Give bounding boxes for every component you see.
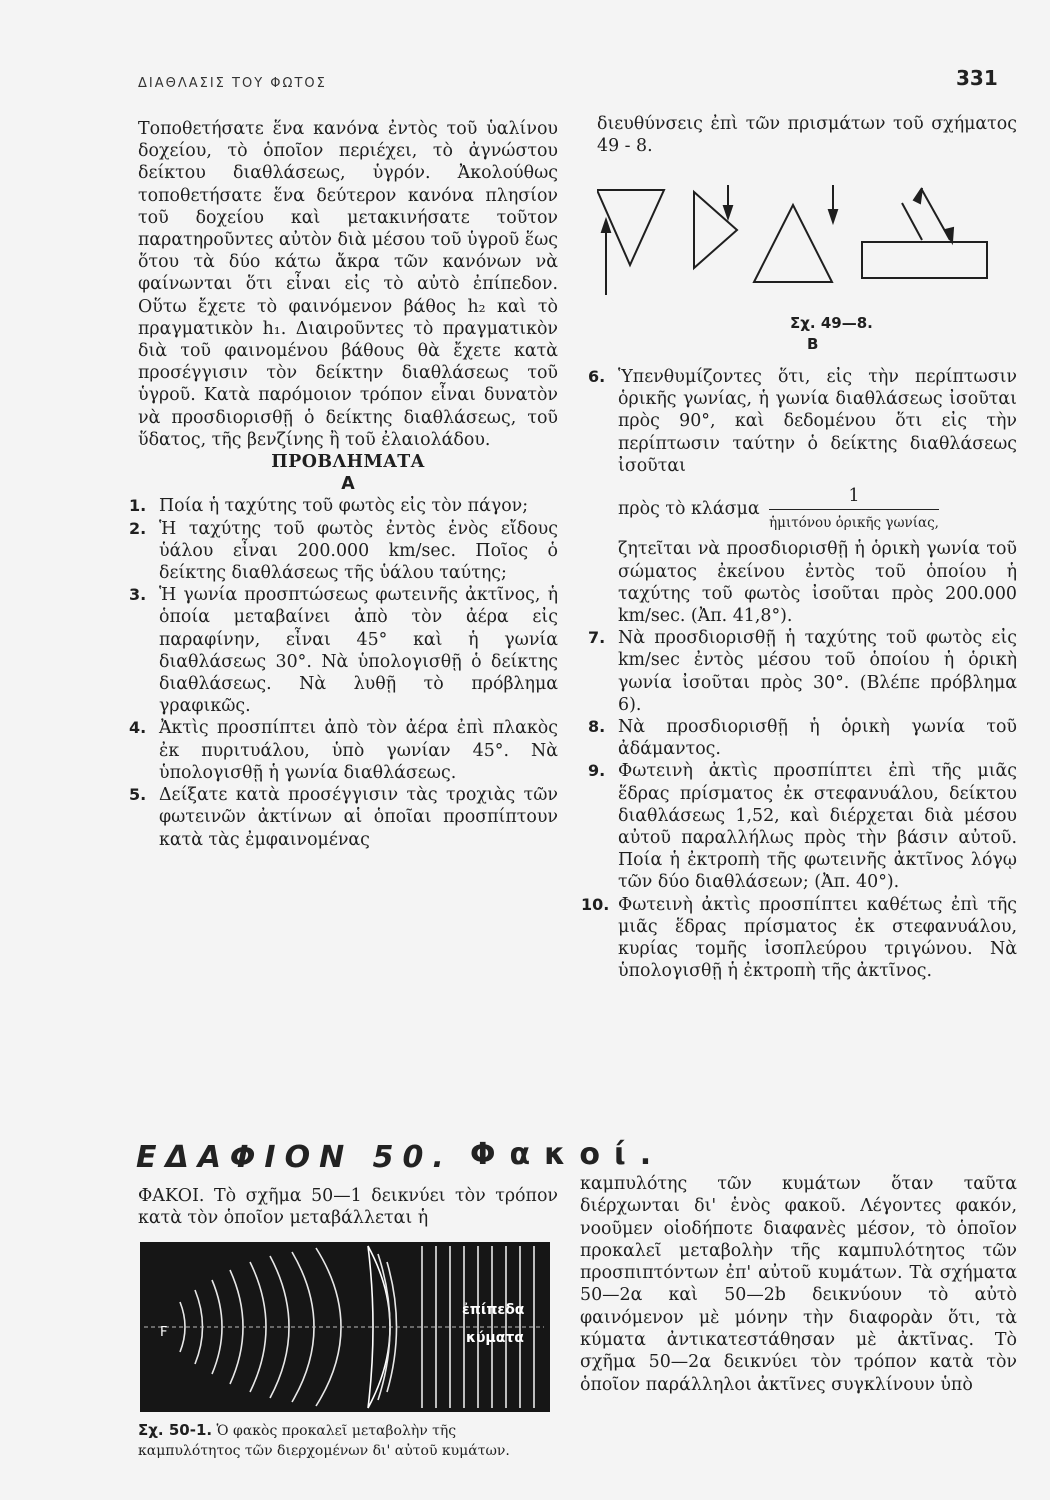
section-title: ΕΔΑΦΙΟΝ 50.	[136, 1140, 453, 1175]
rectangular-block	[862, 242, 987, 278]
problems-subheading: Α	[341, 474, 355, 495]
problem-item	[588, 716, 1017, 760]
figure-caption: Σχ. 49—8.	[790, 314, 873, 332]
bottom-right-paragraph: καμπυλότης τῶν κυμάτων ὅταν ταῦτα διέρχωνται δι' ἑνὸς φακοῦ. Λέγοντες φακόν, νοοῦμεν οἱοδήποτε διαφανὲς μέσον, τὸ ὁποῖον προκαλεῖ μεταβολὴν τῆς καμπυλότητος τῶν προσπιπτόντων ἐπ' αὐτοῦ κυμάτων. Τὰ σχήματα 50—2α καὶ 50—2b δεικνύουν τὸ αὐτὸ φαινόμενον μὲ μόνην τὴν διαφορὰν ὅτι, τὰ κύματα ἀντικατεστάθησαν μὲ ἀκτῖνας. Τὸ σχῆμα 50—2α δεικνύει τὸν τρόπον κατὰ τὸν ὁποῖον παράλληλοι ἀκτῖνες συγκλίνουν ὑπὸ	[580, 1174, 1017, 1395]
fraction-prefix: πρὸς τὸ κλάσμα	[618, 499, 760, 520]
fraction-numerator: 1	[769, 485, 939, 510]
problem-item	[129, 495, 558, 517]
problem-text: Νὰ προσδιορισθῇ ἡ ταχύτης τοῦ φωτὸς εἰς km/sec ἐντὸς μέσου τοῦ ὁποίου ἡ ὁρικὴ γωνία ἰσοῦται πρὸς 30°. (Βλέπε πρόβλημα 6).	[618, 628, 1017, 715]
lens-wave-photo	[140, 1242, 550, 1412]
problem-number: 6.	[588, 367, 606, 386]
problem-number: 3.	[129, 585, 147, 605]
problem-continued	[597, 538, 1017, 627]
problem-number: 7.	[588, 628, 606, 648]
problem-text: Φωτεινὴ ἀκτὶς προσπίπτει ἐπὶ τῆς μιᾶς ἕδρας πρίσματος ἐκ στεφανυάλου, δείκτου διαθλάσεως 1,52, καὶ διέρχεται διὰ μέσου αὐτοῦ παραλλήλως πρὸς τὴν βάσιν αὐτοῦ. Ποία ἡ ἐκτροπὴ τῆς φωτεινῆς ἀκτῖνος λόγῳ τῶν δύο διαθλάσεων; (Ἀπ. 40°).	[618, 761, 1017, 893]
fraction-denominator: ἡμιτόνου ὁρικῆς γωνίας,	[769, 515, 939, 532]
problem-text: Δείξατε κατὰ προσέγγισιν τὰς τροχιὰς τῶν φωτεινῶν ἀκτίνων αἱ ὁποῖαι προσπίπτουν κατὰ τὰς ἐμφαινομένας	[159, 785, 558, 850]
problem-text: ζητεῖται νὰ προσδιορισθῇ ἡ ὁρικὴ γωνία τοῦ σώματος ἐκείνου ἐντὸς τοῦ ὁποίου ἡ ταχύτης τοῦ φωτὸς ἰσοῦται πρὸς 200.000 km/sec. (Ἀπ. 41,8°).	[618, 539, 1017, 627]
arrowhead	[829, 210, 837, 222]
problem-number: 1.	[129, 496, 147, 516]
continuation-text: διευθύνσεις ἐπὶ τῶν πρισμάτων τοῦ σχήματος 49 - 8.	[597, 114, 1017, 157]
problem-number: 4.	[129, 718, 147, 738]
bottom-left-paragraph: ΦΑΚΟΙ. Τὸ σχῆμα 50—1 δεικνύει τὸν τρόπον κατὰ τὸν ὁποῖον μεταβάλλεται ἡ	[138, 1186, 558, 1228]
problem-text: Ὑπενθυμίζοντες ὅτι, εἰς τὴν περίπτωσιν ὁρικῆς γωνίας, ἡ γωνία διαθλάσεως ἰσοῦται πρὸς 90°, καὶ δεδομένου ὅτι εἰς τὴν περίπτωσιν ταύτην ὁ δείκτης διαθλάσεως ἰσοῦται	[618, 367, 1017, 476]
problem-text: Ἀκτὶς προσπίπτει ἀπὸ τὸν ἀέρα ἐπὶ πλακὸς ἐκ πυριτυάλου, ὑπὸ γωνίαν 45°. Νὰ ὑπολογισθῇ ἡ γωνία διαθλάσεως.	[159, 718, 558, 783]
prism-figure	[597, 170, 997, 300]
problem-item	[588, 366, 1017, 477]
problem-text: Νὰ προσδιορισθῇ ἡ ὁρικὴ γωνία τοῦ ἀδάμαντος.	[618, 717, 1017, 760]
page-number: 331	[956, 66, 998, 90]
upright-triangle-prism	[754, 205, 832, 282]
problem-item	[129, 784, 558, 851]
photo-label-1: ἐπίπεδα	[462, 1302, 525, 1318]
running-head: ΔΙΑΘΛΑΣΙΣ ΤΟΥ ΦΩΤΟΣ	[138, 76, 327, 91]
fraction-line	[597, 485, 1017, 534]
problem-text: Ἡ γωνία προσπτώσεως φωτεινῆς ἀκτῖνος, ἡ ὁποία μεταβαίνει ἀπὸ τὸν ἀέρα εἰς παραφίνην, εἶναι 45° καὶ ἡ γωνία διαθλάσεως 30°. Νὰ ὑπολογισθῇ ὁ δείκτης διαθλάσεως. Νὰ λυθῇ τὸ πρόβλημα γραφικῶς.	[159, 585, 558, 717]
right-column-top	[597, 113, 1017, 157]
fraction	[769, 485, 939, 534]
arrowhead	[914, 188, 922, 203]
problem-item	[129, 518, 558, 585]
problem-text: Ποία ἡ ταχύτης τοῦ φωτὸς εἰς τὸν πάγον;	[159, 496, 529, 517]
photo-caption-text: Ὁ φακὸς προκαλεῖ μεταβολὴν τῆς καμπυλότητος τῶν διερχομένων δι' αὐτοῦ κυμάτων.	[138, 1423, 510, 1459]
arrowhead	[602, 220, 610, 232]
problem-item	[588, 760, 1017, 893]
problems-heading: ΠΡΟΒΛΗΜΑΤΑ	[271, 452, 425, 473]
problem-item	[129, 584, 558, 717]
figure-subcaption: Β	[807, 335, 819, 353]
problem-number: 10.	[581, 894, 610, 914]
photo-caption-label: Σχ. 50-1.	[138, 1421, 213, 1439]
problem-number: 9.	[588, 761, 606, 781]
photo-caption	[138, 1420, 558, 1461]
problem-text: Ἡ ταχύτης τοῦ φωτὸς ἐντὸς ἑνὸς εἴδους ὑάλου εἶναι 200.000 km/sec. Ποῖος ὁ δείκτης διαθλάσεως τῆς ὑάλου ταύτης;	[159, 518, 558, 584]
arrowhead	[724, 206, 732, 218]
right-column-problems	[581, 366, 1017, 982]
left-column	[129, 118, 558, 851]
photo-label-2: κύματα	[466, 1330, 524, 1346]
left-problem-list	[129, 495, 558, 850]
incident-ray	[902, 203, 922, 240]
problem-item	[588, 627, 1017, 716]
problem-text: Φωτεινὴ ἀκτὶς προσπίπτει καθέτως ἐπὶ τῆς μιᾶς ἕδρας πρίσματος ἐκ στεφανυάλου, κυρίας τομῆς ἰσοπλεύρου τριγώνου. Νὰ ὑπολογισθῇ ἡ ἐκτροπὴ τῆς ἀκτῖνος.	[618, 894, 1017, 982]
problem-number: 5.	[129, 785, 147, 805]
problem-item	[581, 894, 1017, 983]
section-name: Φακοί.	[470, 1137, 666, 1172]
problem-number: 2.	[129, 518, 147, 538]
intro-paragraph: Τοποθετήσατε ἕνα κανόνα ἐντὸς τοῦ ὑαλίνου δοχείου, τὸ ὁποῖον περιέχει, τὸ ἀγνώστου δείκτου διαθλάσεως, ὑγρόν. Ἀκολούθως τοποθετήσατε ἕνα δεύτερον κανόνα πλησίον τοῦ δοχείου καὶ μετακινήσατε τοῦτον παρατηροῦντες αὐτὸν διὰ μέσου τοῦ ὑγροῦ ἕως ὅτου τὰ δύο κάτω ἄκρα τῶν κανόνων νὰ φαίνωνται ὅτι εἶναι εἰς τὸ αὐτὸ ἐπίπεδον. Οὕτω ἔχετε τὸ φαινόμενον βάθος h₂ καὶ τὸ πραγματικὸν h₁. Διαιροῦντες τὸ πραγματικὸν διὰ τοῦ φαινομένου βάθους θὰ ἔχετε κατὰ προσέγγισιν τὸν δείκτην διαθλάσεως τοῦ ὑγροῦ. Κατὰ παρόμοιον τρόπον εἶναι δυνατὸν νὰ προσδιορισθῇ ὁ δείκτης διαθλάσεως, τοῦ ὕδατος, τῆς βενζίνης ἢ τοῦ ἐλαιολάδου.	[138, 119, 558, 450]
focus-label: F	[160, 1325, 168, 1340]
problem-item	[129, 717, 558, 784]
right-pointing-prism	[694, 192, 737, 268]
problem-number: 8.	[588, 717, 606, 737]
